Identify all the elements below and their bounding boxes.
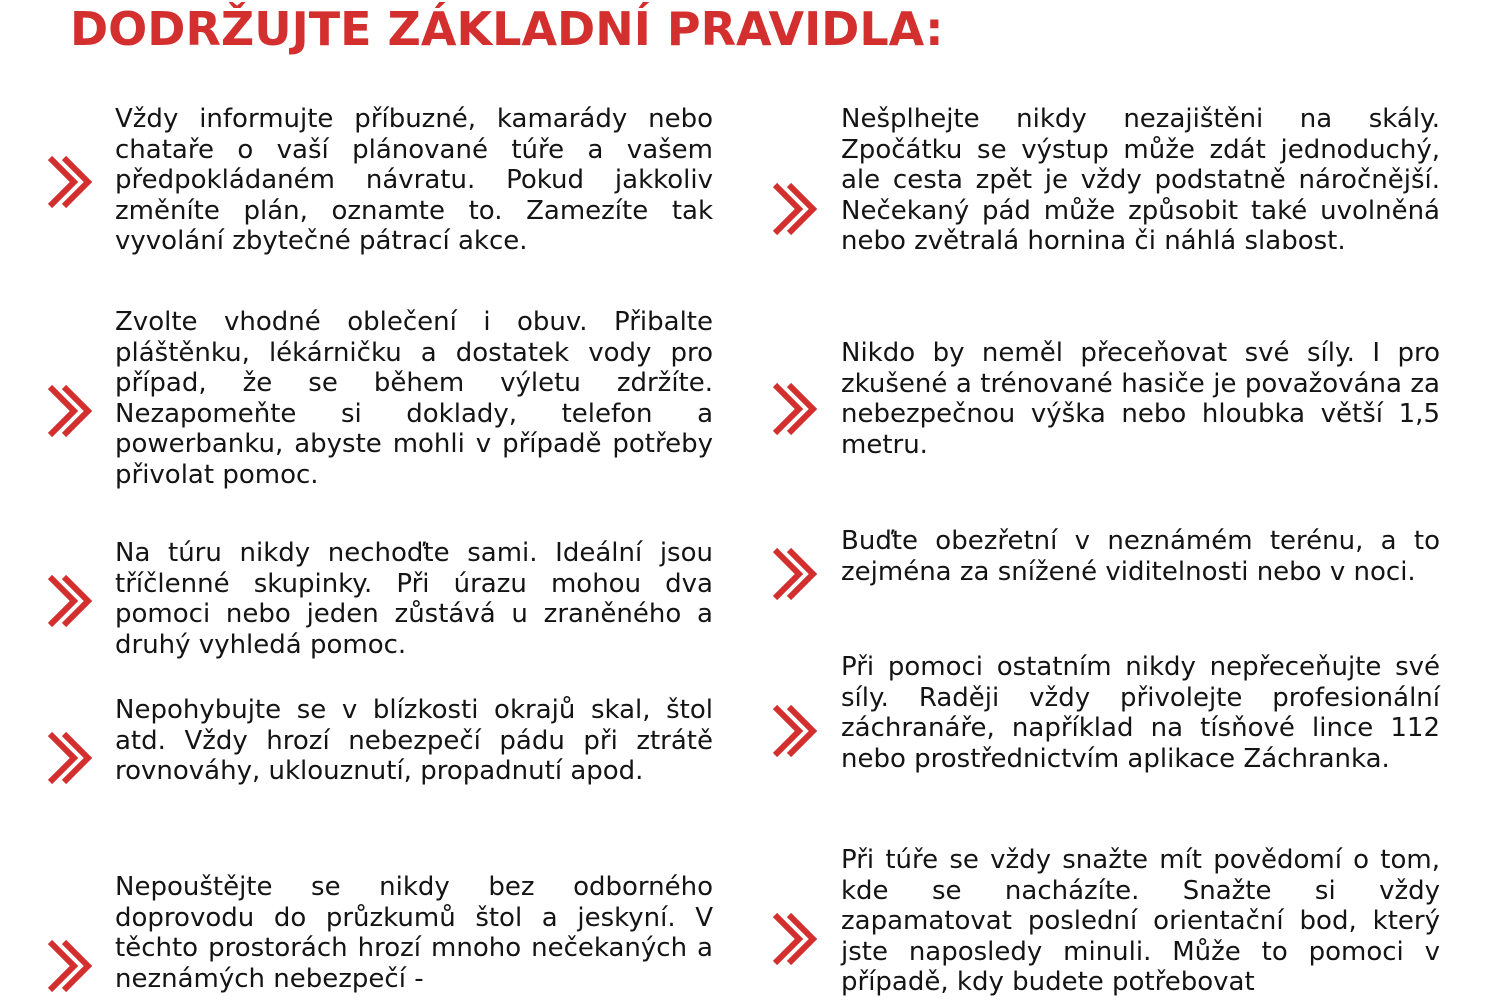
rule-item: Při túře se vždy snažte mít povědomí o tom, kde se nacházíte. Snažte si vždy zapamatovat poslední orientační bod, který jste naposledy minuli. Může to pomoci v případě, kdy budete potřebovat [841,845,1440,997]
double-chevron-right-icon [47,730,93,786]
double-chevron-right-icon [772,546,818,602]
double-chevron-right-icon [772,911,818,967]
page-title: DODRŽUJTE ZÁKLADNÍ PRAVIDLA: [70,2,944,56]
rule-item: Na túru nikdy nechoďte sami. Ideální jsou tříčlenné skupinky. Při úrazu mohou dva pomoci nebo jeden zůstává u zraněného a druhý vyhledá pomoc. [115,538,713,660]
double-chevron-right-icon [47,383,93,439]
double-chevron-right-icon [772,381,818,437]
rule-item: Při pomoci ostatním nikdy nepřeceňujte své síly. Raději vždy přivolejte profesionální záchranáře, například na tísňové lince 112 nebo prostřednictvím aplikace Záchranka. [841,652,1440,774]
rule-item: Zvolte vhodné oblečení i obuv. Přibalte pláštěnku, lékárničku a dostatek vody pro případ, že se během výletu zdržíte. Nezapomeňte si doklady, telefon a powerbanku, abyste mohli v případě potřeby přivolat pomoc. [115,307,713,490]
rule-item: Nepouštějte se nikdy bez odborného doprovodu do průzkumů štol a jeskyní. V těchto prostorách hrozí mnoho nečekaných a neznámých nebezpečí - [115,872,713,994]
double-chevron-right-icon [772,181,818,237]
rule-item: Nepohybujte se v blízkosti okrajů skal, štol atd. Vždy hrozí nebezpečí pádu při ztrátě rovnováhy, uklouznutí, propadnutí apod. [115,695,713,786]
double-chevron-right-icon [47,938,93,994]
double-chevron-right-icon [47,573,93,629]
rule-item: Buďte obezřetní v neznámém terénu, a to zejména za snížené viditelnosti nebo v noci. [841,526,1440,587]
double-chevron-right-icon [47,154,93,210]
rule-item: Nešplhejte nikdy nezajištěni na skály. Zpočátku se výstup může zdát jednoduchý, ale cesta zpět je vždy podstatně náročnější. Nečekaný pád může způsobit také uvolněná nebo zvětralá hornina či náhlá slabost. [841,104,1440,256]
double-chevron-right-icon [772,703,818,759]
rule-item: Vždy informujte příbuzné, kamarády nebo chataře o vaší plánované túře a vašem předpokládaném návratu. Pokud jakkoliv změníte plán, oznamte to. Zamezíte tak vyvolání zbytečné pátrací akce. [115,104,713,256]
rule-item: Nikdo by neměl přeceňovat své síly. I pro zkušené a trénované hasiče je považována za nebezpečnou výška nebo hloubka větší 1,5 metru. [841,338,1440,460]
